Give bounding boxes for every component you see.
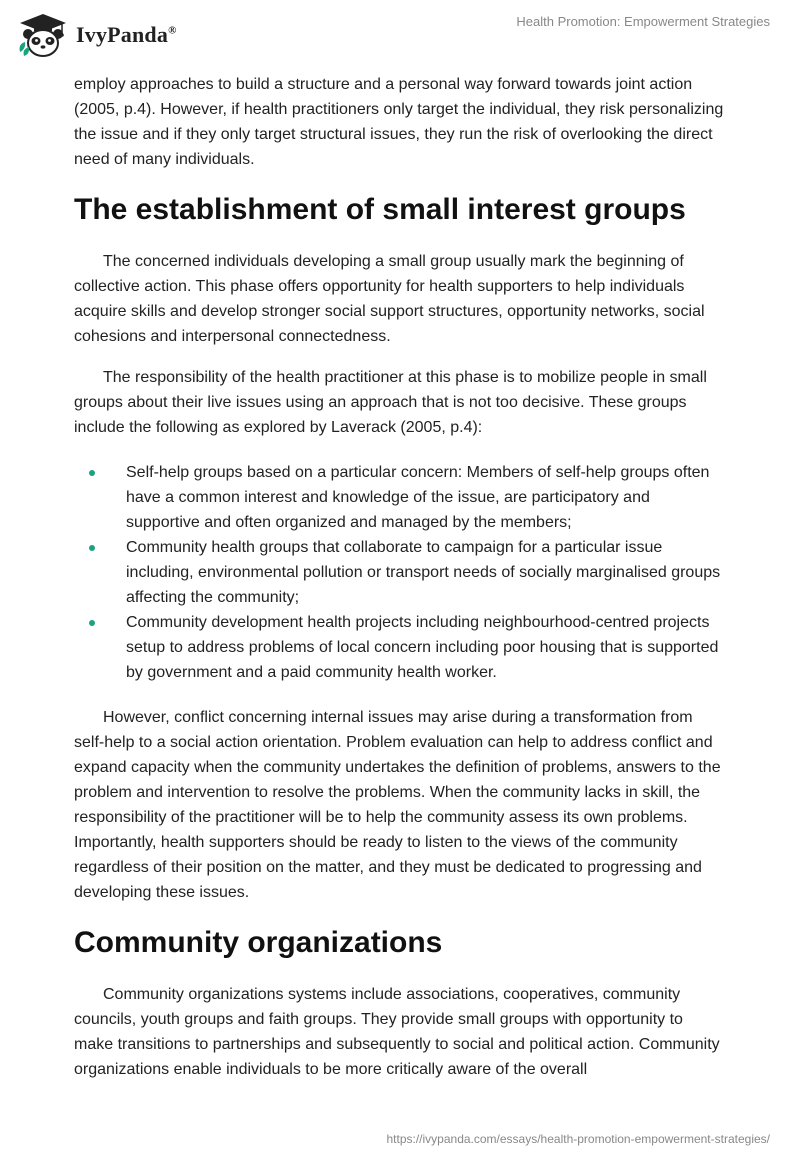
list-item: Community development health projects including neighbourhood-centred projects setup to address problems of local concern including poor housing that is supported by government and a paid community health worker. — [74, 610, 724, 685]
panda-graduate-icon — [16, 12, 70, 58]
bullet-list — [74, 460, 724, 685]
intro-paragraph: employ approaches to build a structure and a personal way forward towards joint action (2005, p.4). However, if health practitioners only target the individual, they risk personalizing the issue and if they only target structural issues, they run the risk of overlooking the direct need of many individuals. — [74, 76, 724, 168]
paragraph: However, conflict concerning internal issues may arise during a transformation from self-help to a social action orientation. Problem evaluation can help to address conflict and expand capacity when the community undertakes the definition of problems, answers to the problem and intervention to resolve the problems. When the community lacks in skill, the responsibility of the practitioner will be to help the community assess its own problems. Importantly, health supporters should be ready to listen to the views of the community regardless of their position on the matter, and they must be dedicated to progressing and developing these issues. — [74, 709, 721, 901]
section-heading-community-organizations: Community organizations — [74, 926, 443, 959]
brand-name: IvyPanda® — [76, 22, 177, 47]
bullet-icon — [89, 470, 95, 476]
page-header — [0, 0, 800, 70]
paragraph: Community organizations systems include associations, cooperatives, community councils, youth groups and faith groups. They provide small groups with opportunity to make transitions to partnerships and subsequently to social and political action. Community organizations enable individuals to be more critically aware of the overall — [74, 986, 720, 1078]
article-body — [74, 70, 724, 1098]
bullet-icon — [89, 620, 95, 626]
paragraph: The concerned individuals developing a small group usually mark the beginning of collective action. This phase offers opportunity for health supporters to help individuals acquire skills and develop stronger social support structures, opportunity networks, social cohesions and interpersonal connectedness. — [74, 253, 705, 345]
list-item: Self-help groups based on a particular concern: Members of self-help groups often have a common interest and knowledge of the issue, are participatory and supportive and often organized and managed by the members; — [74, 460, 724, 535]
section-heading-small-interest-groups: The establishment of small interest groups — [74, 193, 686, 226]
list-item: Community health groups that collaborate to campaign for a particular issue including, environmental pollution or transport needs of socially marginalised groups affecting the community; — [74, 535, 724, 610]
paragraph: The responsibility of the health practitioner at this phase is to mobilize people in small groups about their live issues using an approach that is not too decisive. These groups include the following as explored by Laverack (2005, p.4): — [74, 369, 707, 436]
bullet-icon — [89, 545, 95, 551]
source-url[interactable]: https://ivypanda.com/essays/health-promotion-empowerment-strategies/ — [386, 1132, 770, 1146]
ivypanda-logo[interactable] — [16, 10, 196, 60]
document-title: Health Promotion: Empowerment Strategies — [516, 14, 770, 29]
